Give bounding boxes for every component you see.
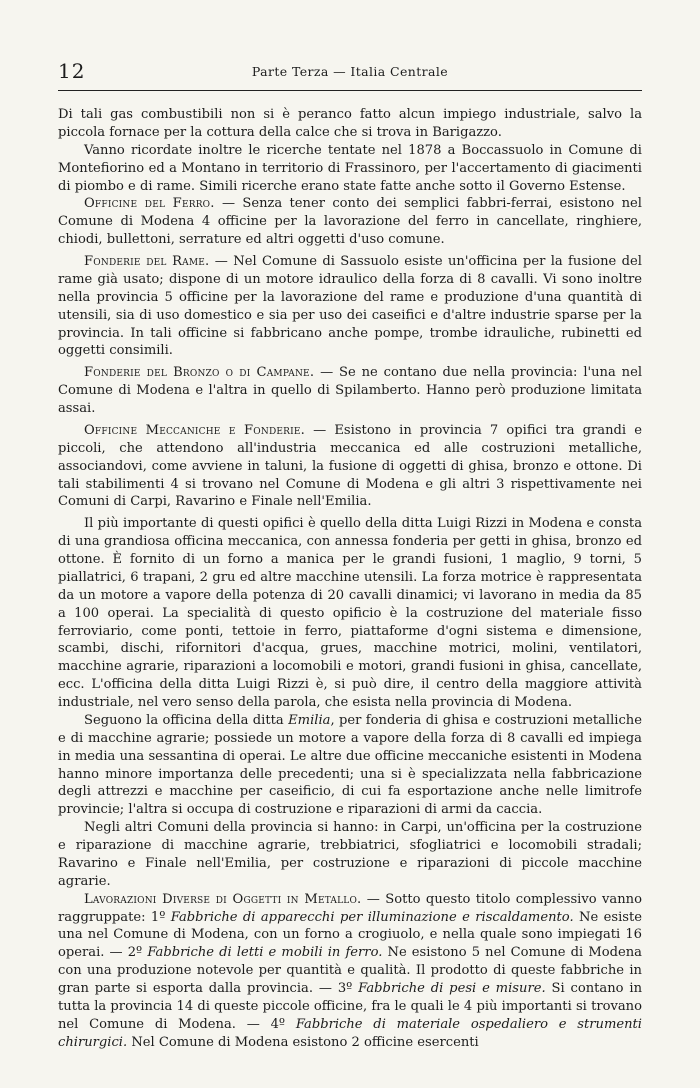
section-heading: Officine del Ferro.	[84, 196, 215, 212]
paragraph-rizzi	[58, 515, 642, 712]
list-item-number: 1º	[150, 909, 171, 925]
list-item-number: 4º	[270, 1016, 296, 1032]
paragraph-text: — Sotto questo titolo complessivo vanno raggruppate:	[58, 891, 642, 925]
paragraph-emilia	[58, 712, 642, 819]
list-item-number: 2º	[127, 945, 148, 961]
paragraph-text: Vanno ricordate inoltre le ricerche tentate nel 1878 a Boccassuolo in Comune di Montefiorino ed a Montano in territorio di Frassinoro, per l'accertamento di giacimenti di piombo e di rame. Simili ricerche erano state fatte anche sotto il Governo Estense.	[58, 142, 642, 194]
paragraph-gas	[58, 106, 642, 142]
list-item-text: Ne esiste una nel Comune di Modena, con un forno a crogiuolo, e nella quale sono impiegati 16 operai. —	[58, 909, 642, 961]
list-item-title: Fabbriche di pesi e misure.	[358, 981, 546, 996]
paragraph-officine-ferro	[58, 195, 642, 249]
list-item-text: Nel Comune di Modena esistono 2 officine esercenti	[127, 1034, 479, 1050]
list-item-text: Si contano in tutta la provincia 14 di queste piccole officine, fra le quali le 4 più importanti si trovano nel Comune di Modena. —	[58, 981, 643, 1032]
paragraph-lavorazioni	[58, 891, 642, 1052]
list-item-text: Ne esistono 5 nel Comune di Modena con una produzione notevole per quantità e qualità. Il prodotto di queste fabbriche in gran parte si esporta dalla provincia. —	[58, 945, 642, 996]
paragraph-altri-comuni	[58, 819, 642, 891]
paragraph-fonderie-rame	[58, 253, 642, 360]
list-item-title: Fabbriche di letti e mobili in ferro.	[147, 945, 383, 961]
paragraph-ricerche	[58, 142, 642, 196]
paragraph-officine-meccaniche	[58, 422, 642, 511]
header-rule	[58, 90, 642, 91]
section-heading: Fonderie del Bronzo o di Campane.	[84, 365, 315, 381]
paragraph-text: — Se ne contano due nella provincia: l'una nel Comune di Modena e l'altra in quello di Spilamberto. Hanno però produzione limitata assai.	[58, 365, 643, 416]
list-item-title: Fabbriche di apparecchi per illuminazione e riscaldamento.	[170, 909, 574, 925]
section-heading: Officine Meccaniche e Fonderie.	[84, 422, 306, 438]
paragraph-text: — Esistono in provincia 7 opifici tra grandi e piccoli, che attendono all'industria meccanica ed alle costruzioni metalliche, associandovi, come avviene in taluni, la fusione di oggetti di ghisa, bronzo e ottone. Di tali stabilimenti 4 si trovano nel Comune di Modena e gli altri 3 rispettivamente nei Comuni di Carpi, Ravarino e Finale nell'Emilia.	[58, 422, 642, 510]
paragraph-text: Il più importante di questi opifici è quello della ditta Luigi Rizzi in Modena e consta di una grandiosa officina meccanica, con annessa fonderia per getti in ghisa, bronzo ed ottone. È fornito di un forno a manica per le grandi fusioni, 1 maglio, 9 torni, 5 piallatrici, 6 trapani, 2 gru ed altre macchine utensili. La forza motrice è rappresentata da un motore a vapore della potenza di 20 cavalli dinamici; vi lavorano in media da 85 a 100 operai. La specialità di questo opificio è la costruzione del materiale fisso ferroviario, come ponti, tettoie in ferro, piattaforme d'ogni sistema e dimensione, scambi, dischi, rifornitori d'acqua, grues, macchine motrici, molini, ventilatori, macchine agrarie, riparazioni a locomobili e motori, grandi fusioni in ghisa, cancellate, ecc. L'officina della ditta Luigi Rizzi è, si può dire, il centro della maggiore attività industriale, nel vero senso della parola, che esista nella provincia di Modena.	[58, 516, 642, 710]
paragraph-text: Di tali gas combustibili non si è peranco fatto alcun impiego industriale, salvo la piccola fornace per la cottura della calce che si trova in Barigazzo.	[58, 107, 642, 140]
body-text	[58, 106, 642, 1052]
paragraph-text: Negli altri Comuni della provincia si hanno: in Carpi, un'officina per la costruzione e riparazione di macchine agrarie, trebbiatrici, sfogliatrici e locomobili stradali; Ravarino e Finale nell'Emilia, per costruzione e riparazioni di piccole macchine agrarie.	[58, 820, 642, 889]
paragraph-text: , per fonderia di ghisa e costruzioni metalliche e di macchine agrarie; possiede un motore a vapore della forza di 8 cavalli ed impiega in media una sessantina di operai. Le altre due officine meccaniche esistenti in Modena hanno minore importanza delle precedenti; una si è specializzata nella fabbricazione degli attrezzi e macchine per caseificio, di cui fa esportazione anche nelle limitrofe provincie; l'altra si occupa di costruzione e riparazioni di armi da caccia.	[58, 712, 642, 818]
company-name: Emilia	[288, 712, 331, 728]
section-heading: Lavorazioni Diverse di Oggetti in Metallo.	[84, 891, 362, 907]
list-item-title: Fabbriche di materiale ospedaliero e strumenti chirurgici.	[58, 1016, 642, 1050]
paragraph-text: — Nel Comune di Sassuolo esiste un'officina per la fusione del rame già usato; dispone di un motore idraulico della forza di 8 cavalli. Vi sono inoltre nella provincia 5 officine per la lavorazione del rame e produzione d'una quantità di utensili, sia di uso domestico e sia per uso dei caseifici e d'altre industrie sparse per la provincia. In tali officine si fabbricano anche pompe, trombe idrauliche, rubinetti ed oggetti consimili.	[58, 254, 642, 359]
paragraph-text: — Senza tener conto dei semplici fabbri-ferrai, esistono nel Comune di Modena 4 officine per la lavorazione del ferro in cancellate, ringhiere, chiodi, bullettoni, serrature ed altri oggetti d'uso comune.	[58, 196, 642, 248]
paragraph-text: Seguono la officina della ditta	[84, 712, 289, 728]
section-heading: Fonderie del Rame.	[84, 254, 210, 269]
paragraph-fonderie-bronzo	[58, 364, 642, 418]
list-item-number: 3º	[337, 981, 359, 996]
running-title: Parte Terza — Italia Centrale	[251, 64, 449, 79]
page-number: 12	[58, 59, 86, 83]
page-header	[58, 58, 642, 88]
